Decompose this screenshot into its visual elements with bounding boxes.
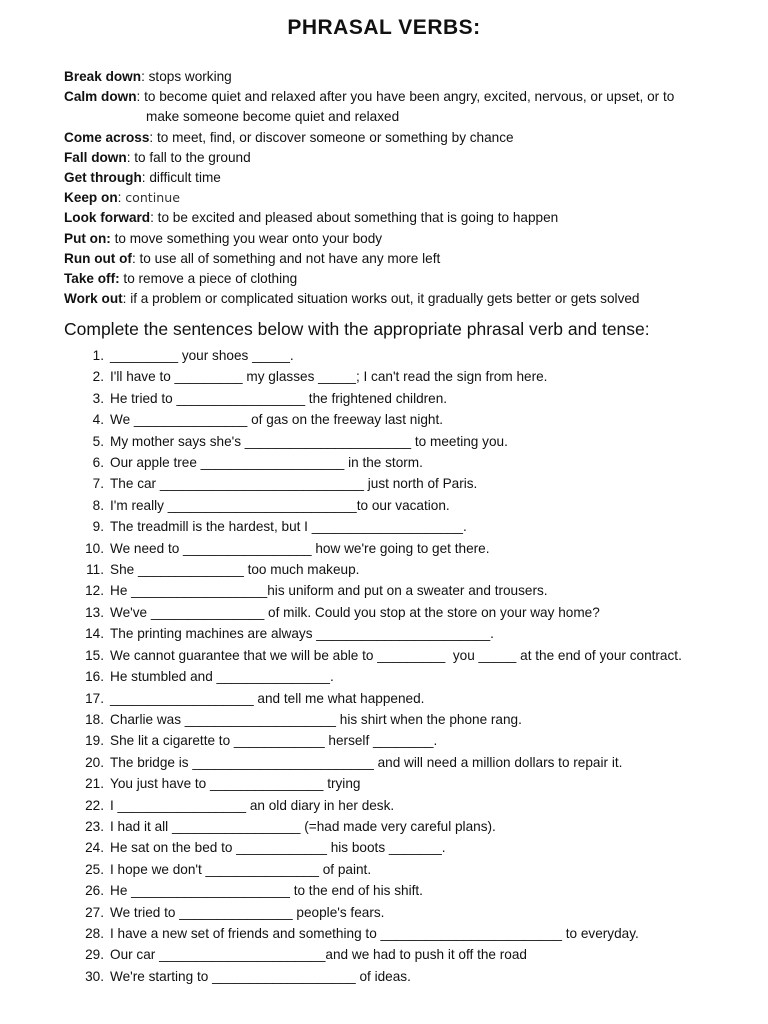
exercise-item [78,473,738,494]
exercise-instructions: Complete the sentences below with the appropriate phrasal verb and tense: [64,319,650,339]
exercise-sentence: The car ___________________________ just north of Paris. [110,476,478,492]
definition-separator: : [149,129,157,145]
exercise-item [78,366,738,387]
exercise-number: 8. [92,497,104,513]
exercise-item [78,645,738,666]
definition-item [64,208,724,228]
definition-term: Come across [64,129,150,145]
definition-term: Calm down [64,89,137,105]
exercise-item [78,666,738,687]
exercise-sentence: _________ your shoes _____. [110,348,294,363]
exercise-item [78,944,738,965]
exercise-sentence: I hope we don't _______________ of paint. [110,861,372,877]
exercise-item [78,773,738,794]
definition-term: Break down [64,69,142,84]
exercise-item [78,495,738,516]
exercise-item [78,623,738,644]
definitions-list [64,67,724,309]
exercise-number: 9. [92,519,104,535]
definition-item [64,168,724,188]
exercise-number: 28. [85,925,104,941]
exercise-number: 11. [86,562,104,578]
exercise-sentence: My mother says she's ______________________ to meeting you. [110,433,508,449]
exercise-item [78,688,738,709]
exercise-item [78,388,738,409]
definition-item [64,249,724,269]
definition-continuation: make someone become quiet and relaxed [146,109,400,125]
definition-term: Look forward [64,210,151,226]
exercise-sentence: Our car ______________________and we had to push it off the road [110,947,527,963]
definition-meaning: to be excited and pleased about something that is going to happen [157,210,559,226]
exercise-item [78,709,738,730]
exercise-number: 29. [85,947,104,963]
definition-term: Work out [64,291,123,307]
definition-separator: : [136,89,145,105]
exercise-number: 19. [85,733,104,749]
exercise-number: 20. [85,754,104,770]
exercise-item [78,923,738,944]
definition-separator: : [131,250,140,266]
definition-item [64,229,724,249]
exercise-sentence: ___________________ and tell me what happened. [110,690,425,706]
exercise-number: 27. [85,904,104,920]
definition-meaning: to meet, find, or discover someone or something by chance [156,129,514,145]
exercise-number: 24. [85,840,104,856]
exercise-item [78,966,738,987]
exercise-number: 13. [85,604,104,620]
exercise-number: 17. [85,690,104,706]
definition-item [64,87,724,107]
exercise-number: 22. [85,797,104,813]
exercise-sentence: We tried to _______________ people's fears. [110,904,385,920]
exercise-sentence: Charlie was ____________________ his shirt when the phone rang. [110,711,522,727]
exercise-sentence: The treadmill is the hardest, but I ____________________. [110,519,467,535]
definition-separator: : [126,149,135,165]
exercise-item [78,859,738,880]
exercise-number: 18. [85,711,104,727]
exercise-number: 25. [85,861,104,877]
exercise-number: 1. [92,348,104,363]
definition-separator: : [150,210,158,226]
definition-term: Put on: [64,230,111,246]
exercise-number: 6. [92,455,104,471]
exercise-sentence: I had it all _________________ (=had made very careful plans). [110,818,496,834]
exercise-number: 23. [85,818,104,834]
exercise-sentence: He sat on the bed to ____________ his boots _______. [110,840,446,856]
exercise-item [78,752,738,773]
exercise-sentence: I have a new set of friends and something to ________________________ to everyday. [110,925,639,941]
definition-separator: : [122,291,131,307]
exercise-sentence: He _____________________ to the end of his shift. [110,883,423,899]
exercise-sentence: He __________________his uniform and put on a sweater and trousers. [110,583,548,599]
definition-term: Take off: [64,271,120,287]
definition-meaning: to become quiet and relaxed after you have been angry, excited, nervous, or upset, or to [144,89,675,105]
exercise-number: 26. [85,883,104,899]
exercise-item [78,816,738,837]
exercise-number: 4. [92,412,104,428]
exercise-item [78,345,738,366]
exercise-number: 7. [92,476,104,492]
page-title: PHRASAL VERBS: [287,16,481,39]
definition-item [64,67,724,87]
definition-term: Fall down [64,149,127,165]
definition-meaning: to remove a piece of clothing [123,271,298,287]
exercise-item [78,580,738,601]
exercise-sentence: The printing machines are always _______________________. [110,626,494,642]
definition-meaning: to use all of something and not have any more left [139,250,441,266]
definition-term: Keep on [64,190,118,206]
exercise-number: 12. [85,583,104,599]
exercise-sentence: He stumbled and _______________. [110,669,334,685]
definition-separator: : [117,190,126,206]
exercise-sentence: He tried to _________________ the frightened children. [110,390,448,406]
exercise-sentence: We've _______________ of milk. Could you stop at the store on your way home? [110,604,600,620]
exercise-list [78,345,738,987]
exercise-number: 21. [85,776,104,792]
definition-separator: : [141,170,150,186]
exercise-sentence: You just have to _______________ trying [110,776,361,792]
definition-term: Get through [64,170,142,186]
exercise-sentence: We cannot guarantee that we will be able to _________ you _____ at the end of your contract. [110,647,682,663]
definition-meaning: if a problem or complicated situation works out, it gradually gets better or gets solved [130,291,640,307]
exercise-number: 16. [85,669,104,685]
exercise-sentence: Our apple tree ___________________ in the storm. [110,455,423,471]
exercise-item [78,837,738,858]
exercise-item [78,409,738,430]
exercise-sentence: The bridge is ________________________ and will need a million dollars to repair it. [110,754,623,770]
definition-term: Run out of [64,250,132,266]
exercise-item [78,795,738,816]
exercise-number: 30. [85,968,104,984]
definition-item [64,269,724,289]
exercise-item [78,559,738,580]
exercise-number: 5. [92,433,104,449]
exercise-item [78,602,738,623]
exercise-number: 14. [85,626,104,642]
definition-meaning: continue [125,190,180,206]
exercise-item [78,452,738,473]
definition-item [64,188,724,208]
definition-item [64,289,724,309]
exercise-sentence: I _________________ an old diary in her desk. [110,797,395,813]
exercise-item [78,730,738,751]
exercise-item [78,902,738,923]
exercise-item [78,516,738,537]
exercise-sentence: We need to _________________ how we're going to get there. [110,540,490,556]
exercise-sentence: She ______________ too much makeup. [110,562,360,578]
exercise-item [78,431,738,452]
exercise-sentence: She lit a cigarette to ____________ herself ________. [110,733,438,749]
definition-item [64,128,724,148]
definition-meaning: to fall to the ground [134,149,251,165]
definition-meaning: to move something you wear onto your body [114,230,383,246]
exercise-number: 15. [85,647,104,663]
definition-meaning: stops working [148,69,232,84]
definition-separator: : [141,69,149,84]
exercise-sentence: I'll have to _________ my glasses _____; I can't read the sign from here. [110,369,548,385]
exercise-number: 2. [92,369,104,385]
exercise-number: 10. [85,540,104,556]
exercise-sentence: I'm really _________________________to our vacation. [110,497,450,513]
exercise-item [78,538,738,559]
exercise-sentence: We're starting to ___________________ of ideas. [110,968,411,984]
definition-meaning: difficult time [149,170,221,186]
exercise-sentence: We _______________ of gas on the freeway last night. [110,412,444,428]
exercise-item [78,880,738,901]
exercise-number: 3. [92,390,104,406]
definition-item [64,148,724,168]
